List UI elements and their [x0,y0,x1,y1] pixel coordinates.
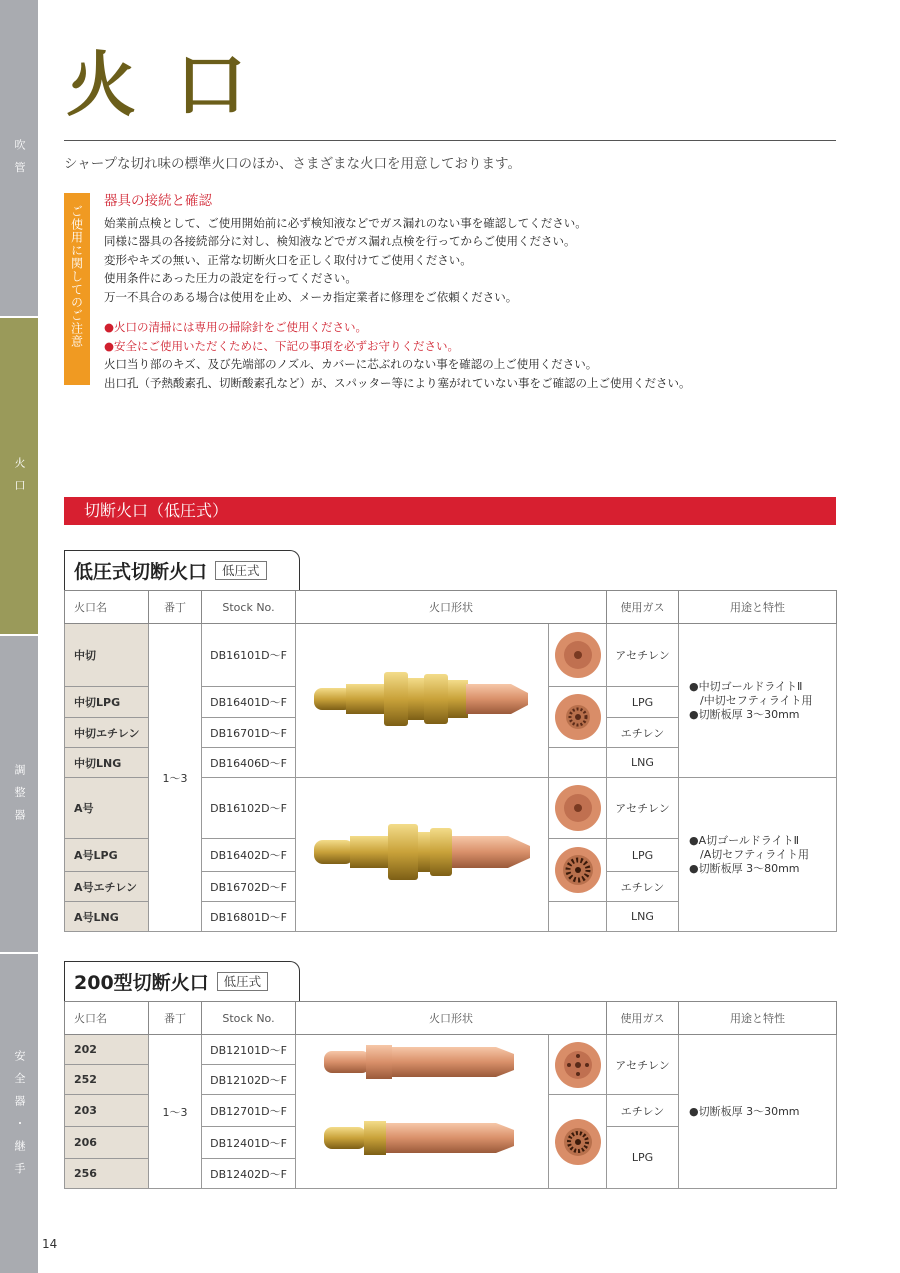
row-stock: DB12701D〜F [202,1095,296,1127]
table1-heading [64,550,267,590]
usage-line: ●A切ゴールドライトⅡ [689,833,799,847]
sidebar-tab-tips[interactable]: 火 口 [0,318,38,634]
title-divider [64,140,836,141]
usage-cell [679,624,837,778]
row-stock: DB16102D〜F [202,778,296,839]
row-gas: エチレン [607,718,679,748]
cutting-tip-200-type-image [296,1035,549,1185]
notice-body [104,192,824,392]
usage-line: ●切断板厚 3〜80mm [689,861,800,875]
row-gas: LNG [607,748,679,778]
tip-face-acetylene-icon [553,630,603,680]
row-name: A号LNG [65,902,149,932]
row-stock: DB16101D〜F [202,624,296,687]
notice-heading: 器具の接続と確認 [104,193,212,209]
col-header-name: 火口名 [65,591,149,624]
page-title: 火口 [66,43,286,126]
table-row [65,1035,837,1065]
row-stock: DB16701D〜F [202,718,296,748]
tip-face-cell [549,839,607,902]
usage-cell [679,778,837,932]
notice-line: 出口孔（予熱酸素孔、切断酸素孔など）が、スパッター等により塞がれていない事をご確認の上ご使用ください。 [104,375,691,390]
page-number: 14 [42,1237,58,1251]
tip-face-cell [549,1095,607,1189]
product-image-cell [296,624,549,778]
row-stock: DB12401D〜F [202,1127,296,1159]
row-number: 1〜3 [149,1035,202,1189]
table-row [65,624,837,687]
table2-tag: 低圧式 [217,972,269,991]
row-name: A号LPG [65,839,149,872]
row-name: 256 [65,1159,149,1189]
section-sidebar [0,0,38,1273]
col-header-number: 番丁 [149,1002,202,1035]
table1 [64,590,837,932]
tip-face-cell [549,1035,607,1095]
cutting-tip-a-gou-image [296,778,549,928]
row-gas: アセチレン [607,1035,679,1095]
notice-tab: ご使用に関してのご注意 [64,193,90,385]
row-name: A号エチレン [65,872,149,902]
cutting-tip-nakagiri-image [296,624,549,774]
col-header-usage: 用途と特性 [679,1002,837,1035]
product-image-cell [296,778,549,932]
row-stock: DB16406D〜F [202,748,296,778]
row-gas: アセチレン [607,624,679,687]
table2-title: 200型切断火口 [74,971,209,994]
row-stock: DB12402D〜F [202,1159,296,1189]
row-name: 中切LNG [65,748,149,778]
col-header-gas: 使用ガス [607,1002,679,1035]
col-header-shape: 火口形状 [296,591,607,624]
table-header-row [65,1002,837,1035]
row-gas: エチレン [607,1095,679,1127]
table-header-row [65,591,837,624]
usage-line: /A切セフティライト用 [689,847,810,861]
row-gas: LNG [607,902,679,932]
tip-face-cell [549,624,607,687]
col-header-name: 火口名 [65,1002,149,1035]
tip-face-cell [549,902,607,932]
row-name: A号 [65,778,149,839]
product-image-cell [296,1035,549,1189]
tip-face-acetylene-icon [553,783,603,833]
row-stock: DB12101D〜F [202,1035,296,1065]
row-stock: DB16401D〜F [202,687,296,718]
row-name: 中切 [65,624,149,687]
table2-heading [64,961,268,1001]
tip-face-lpg-icon [553,692,603,742]
row-gas: LPG [607,839,679,872]
row-gas: アセチレン [607,778,679,839]
tip-face-cell [549,748,607,778]
col-header-usage: 用途と特性 [679,591,837,624]
row-gas: LPG [607,1127,679,1189]
row-name: 中切エチレン [65,718,149,748]
table2 [64,1001,837,1189]
notice-line: 使用条件にあった圧力の設定を行ってください。 [104,271,357,285]
notice-line: 始業前点検として、ご使用開始前に必ず検知液などでガス漏れのない事を確認してください。 [104,215,587,230]
usage-cell [679,1035,837,1189]
row-name: 203 [65,1095,149,1127]
tip-face-lpg-icon [553,1117,603,1167]
usage-line: ●切断板厚 3〜30mm [689,707,800,721]
row-stock: DB12102D〜F [202,1065,296,1095]
section-bar: 切断火口（低圧式） [64,497,836,525]
row-name: 中切LPG [65,687,149,718]
table1-tag: 低圧式 [215,561,267,580]
notice-line: 火口当り部のキズ、及び先端部のノズル、カバーに芯ぶれのない事を確認の上ご使用ください。 [104,357,598,371]
row-name: 252 [65,1065,149,1095]
tip-face-lpg-icon [553,845,603,895]
tip-face-cell [549,778,607,839]
notice-line: 同様に器具の各接続部分に対し、検知液などでガス漏れ点検を行ってからご使用ください。 [104,234,576,248]
table1-title: 低圧式切断火口 [74,560,208,583]
row-name: 206 [65,1127,149,1159]
sidebar-tab-safety[interactable]: 安 全 器 ・ 継 手 [0,954,38,1273]
usage-line: ●中切ゴールドライトⅡ [689,679,803,693]
notice-warning: ●火口の清掃には専用の掃除針をご使用ください。 [104,320,368,334]
notice-line: 万一不具合のある場合は使用を止め、メーカ指定業者に修理をご依頼ください。 [104,289,518,304]
tip-face-cell [549,687,607,748]
notice-line: 変形やキズの無い、正常な切断火口を正しく取付けてご使用ください。 [104,252,472,267]
row-stock: DB16801D〜F [202,902,296,932]
row-gas: LPG [607,687,679,718]
page-subtitle: シャープな切れ味の標準火口のほか、さまざまな火口を用意しております。 [64,156,521,172]
col-header-stock: Stock No. [202,1002,296,1035]
col-header-shape: 火口形状 [296,1002,607,1035]
sidebar-tab-blowpipe[interactable]: 吹 管 [0,0,38,316]
col-header-stock: Stock No. [202,591,296,624]
notice-warning: ●安全にご使用いただくために、下記の事項を必ずお守りください。 [104,338,460,353]
col-header-number: 番丁 [149,591,202,624]
row-stock: DB16702D〜F [202,872,296,902]
row-number: 1〜3 [149,624,202,932]
usage-line: ●切断板厚 3〜30mm [689,1104,800,1118]
row-stock: DB16402D〜F [202,839,296,872]
col-header-gas: 使用ガス [607,591,679,624]
row-gas: エチレン [607,872,679,902]
sidebar-tab-regulator[interactable]: 調 整 器 [0,636,38,952]
usage-line: /中切セフティライト用 [689,693,813,707]
row-name: 202 [65,1035,149,1065]
tip-face-acetylene-icon [553,1040,603,1090]
